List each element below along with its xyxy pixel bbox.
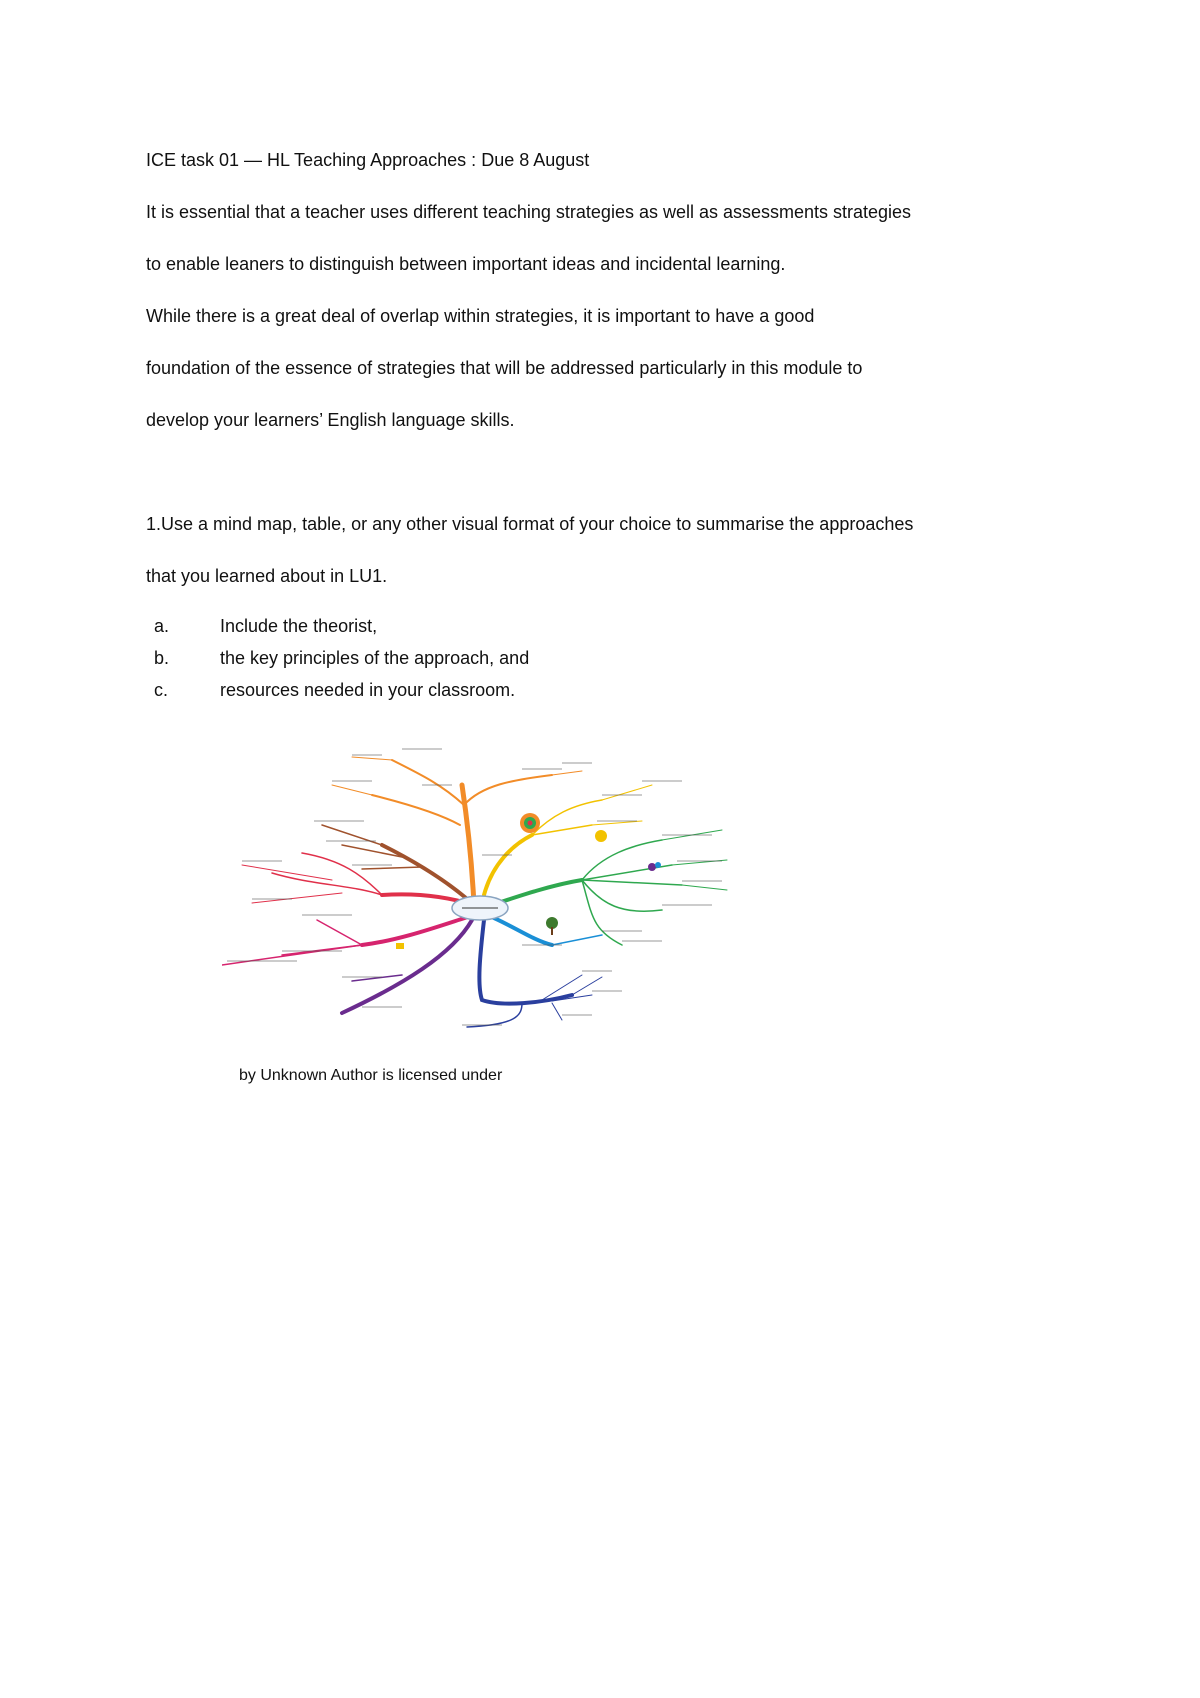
intro-line: It is essential that a teacher uses different teaching strategies as well as assessments strategies: [146, 202, 912, 222]
list-marker: b.: [154, 648, 170, 668]
list-marker: c.: [154, 680, 169, 700]
intro-line: foundation of the essence of strategies that will be addressed particularly in this module to: [146, 358, 863, 378]
question-line: 1.Use a mind map, table, or any other visual format of your choice to summarise the approaches: [146, 514, 914, 534]
intro-line: develop your learners’ English language skills.: [146, 410, 515, 430]
image-caption: by Unknown Author is licensed under: [239, 1067, 503, 1084]
list-item-text: the key principles of the approach, and: [220, 648, 530, 668]
mind-map-image: [222, 745, 730, 1037]
list-marker: a.: [154, 616, 170, 636]
list-item-text: Include the theorist,: [220, 616, 378, 636]
intro-line: to enable leaners to distinguish between important ideas and incidental learning.: [146, 254, 786, 274]
question-line: that you learned about in LU1.: [146, 566, 388, 586]
document-title: ICE task 01 — HL Teaching Approaches : Due 8 August: [146, 150, 590, 170]
intro-line: While there is a great deal of overlap within strategies, it is important to have a good: [146, 306, 815, 326]
list-item-text: resources needed in your classroom.: [220, 680, 516, 700]
